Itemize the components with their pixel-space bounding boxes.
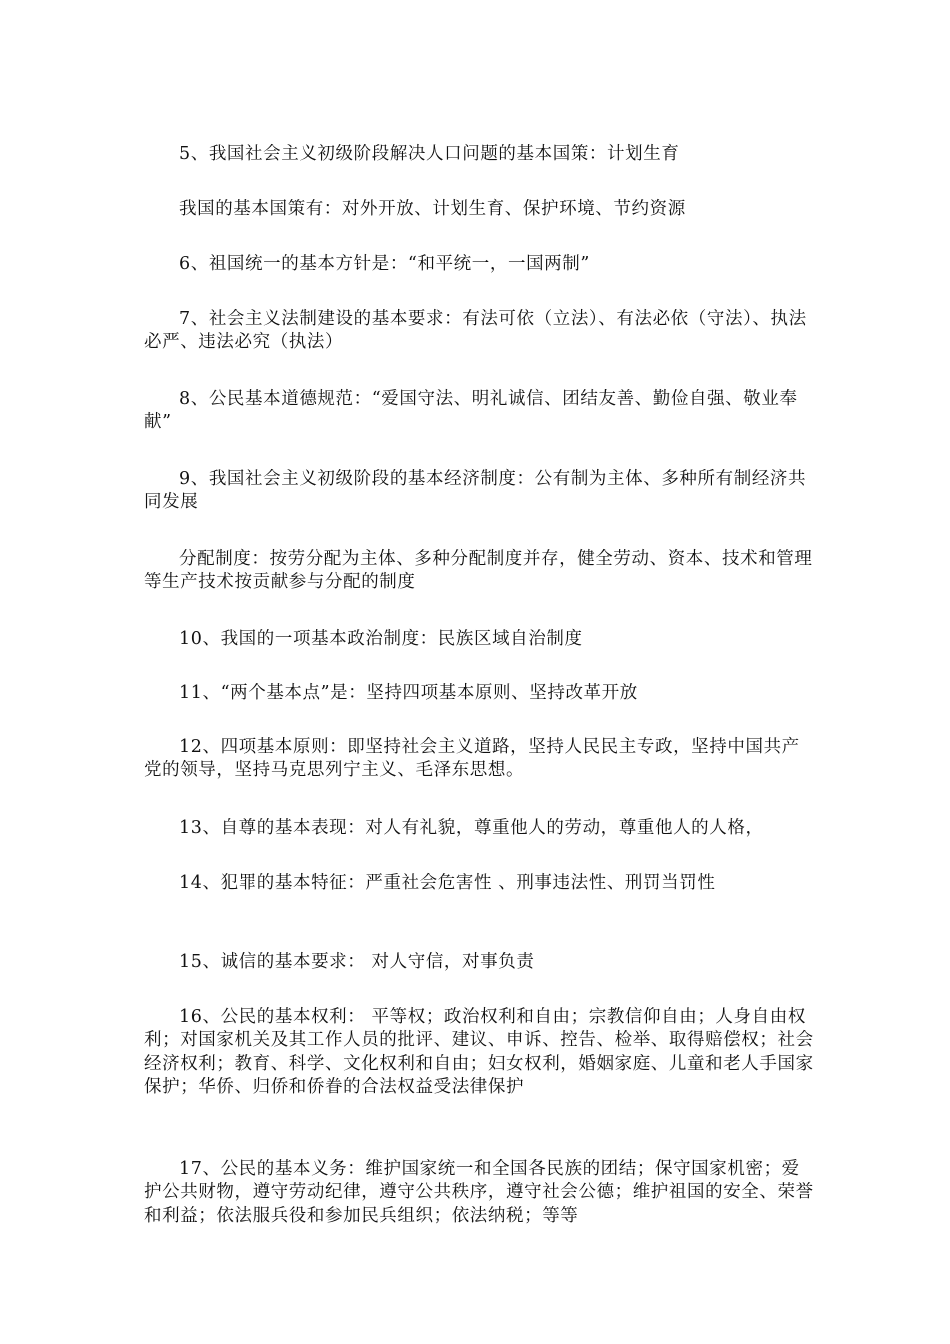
paragraph-16-citizen-rights: 16、公民的基本权利： 平等权；政治权利和自由；宗教信仰自由；人身自由权利；对国家机关及其工作人员的批评、建议、申诉、控告、检举、取得赔偿权；社会经济权利；教育、科学、文化权利和自由；妇女权利，婚姻家庭、儿童和老人手国家保护；华侨、归侨和侨眷的合法权益受法律保护 — [144, 1006, 814, 1097]
paragraph-14-crime-features: 14、犯罪的基本特征：严重社会危害性 、刑事违法性、刑罚当罚性 — [179, 872, 716, 893]
paragraph-basic-national-policies: 我国的基本国策有：对外开放、计划生育、保护环境、节约资源 — [179, 198, 686, 219]
paragraph-7-rule-of-law: 7、社会主义法制建设的基本要求：有法可依（立法）、有法必依（守法）、执法必严、违法必究（执法） — [144, 308, 807, 352]
paragraph-15-integrity: 15、诚信的基本要求： 对人守信，对事负责 — [179, 951, 535, 972]
paragraph-distribution-system: 分配制度：按劳分配为主体、多种分配制度并存，健全劳动、资本、技术和管理等生产技术按贡献参与分配的制度 — [144, 548, 813, 592]
paragraph-8-moral-norms: 8、公民基本道德规范：“爱国守法、明礼诚信、团结友善、勤俭自强、敬业奉献” — [144, 388, 798, 432]
paragraph-10-political-system: 10、我国的一项基本政治制度：民族区域自治制度 — [179, 628, 583, 649]
paragraph-17-citizen-duties: 17、公民的基本义务：维护国家统一和全国各民族的团结；保守国家机密；爱护公共财物，遵守劳动纪律，遵守公共秩序，遵守社会公德；维护祖国的安全、荣誉和利益；依法服兵役和参加民兵组织；依法纳税；等等 — [144, 1158, 814, 1226]
paragraph-11-two-basic-points: 11、“两个基本点”是：坚持四项基本原则、坚持改革开放 — [179, 682, 638, 703]
paragraph-9-economic-system: 9、我国社会主义初级阶段的基本经济制度：公有制为主体、多种所有制经济共同发展 — [144, 468, 807, 512]
paragraph-12-four-principles: 12、四项基本原则：即坚持社会主义道路，坚持人民民主专政，坚持中国共产党的领导，坚持马克思列宁主义、毛泽东思想。 — [144, 736, 800, 780]
paragraph-6-reunification: 6、祖国统一的基本方针是：“和平统一，一国两制” — [179, 253, 590, 274]
paragraph-5-population-policy: 5、我国社会主义初级阶段解决人口问题的基本国策：计划生育 — [179, 143, 680, 164]
paragraph-13-self-respect: 13、自尊的基本表现：对人有礼貌，尊重他人的劳动，尊重他人的人格， — [179, 817, 764, 838]
